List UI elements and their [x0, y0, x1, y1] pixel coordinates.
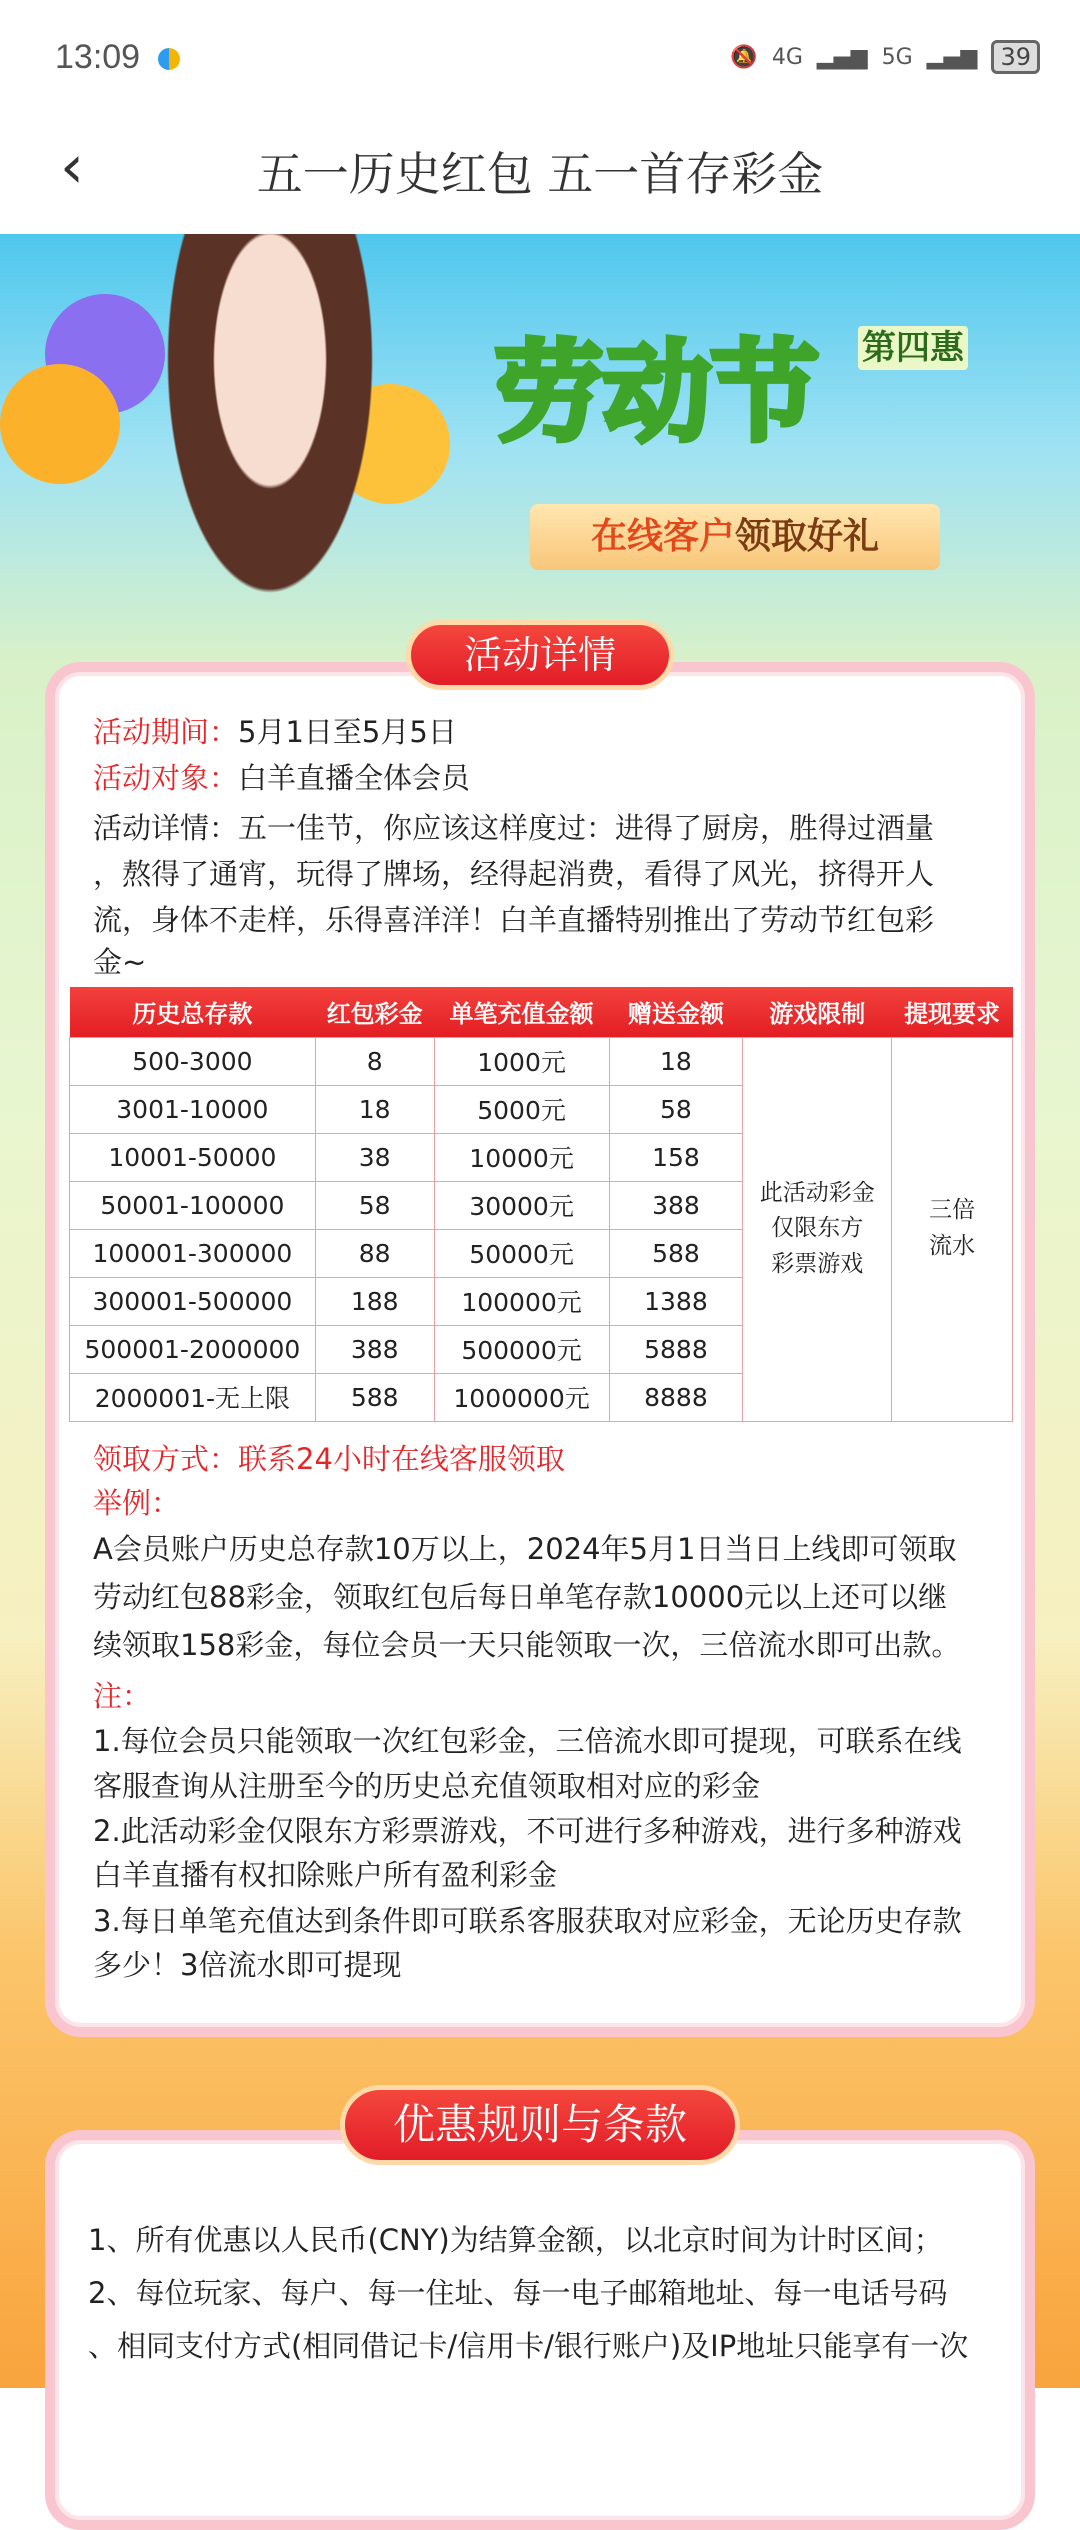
section-pill-details: 活动详情 — [406, 620, 674, 690]
banner-ribbon: 在线客户领取好礼 — [530, 504, 940, 570]
table-cell: 1000000元 — [434, 1373, 609, 1421]
col-header: 赠送金额 — [609, 987, 743, 1037]
signal-4g-icon: 4G — [771, 44, 803, 70]
cell-line: 流水 — [929, 1233, 976, 1259]
table-cell: 18 — [315, 1085, 434, 1133]
table-cell: 50001-100000 — [70, 1181, 316, 1229]
cell-line: 此活动彩金 — [759, 1179, 875, 1206]
bonus-table — [69, 987, 1013, 1422]
table-cell: 100001-300000 — [70, 1229, 316, 1277]
example-line: A会员账户历史总存款10万以上，2024年5月1日当日上线即可领取 — [93, 1532, 957, 1566]
desc-line: 活动详情：五一佳节，你应该这样度过：进得了厨房，胜得过酒量 — [93, 811, 935, 845]
example-label: 举例： — [93, 1486, 181, 1520]
table-cell: 100000元 — [434, 1277, 609, 1325]
table-cell: 30000元 — [434, 1181, 609, 1229]
col-header: 提现要求 — [892, 987, 1013, 1037]
page-title: 五一历史红包 五一首存彩金 — [256, 147, 824, 201]
note-line: 多少！3倍流水即可提现 — [93, 1948, 402, 1982]
table-cell: 2000001-无上限 — [70, 1373, 316, 1421]
table-cell: 500000元 — [434, 1325, 609, 1373]
table-cell: 50000元 — [434, 1229, 609, 1277]
status-icons — [730, 40, 1040, 74]
example-line: 劳动红包88彩金，领取红包后每日单笔存款10000元以上还可以继 — [93, 1580, 948, 1614]
table-cell: 3001-10000 — [70, 1085, 316, 1133]
back-button[interactable]: ‹ — [60, 132, 84, 202]
app-notification-icon — [158, 48, 180, 70]
table-row — [70, 1037, 1013, 1085]
note-line: 客服查询从注册至今的历史总充值领取相对应的彩金 — [93, 1769, 761, 1803]
model-photo — [140, 234, 400, 654]
table-cell: 388 — [609, 1181, 743, 1229]
desc-line: 流，身体不走样，乐得喜洋洋！白羊直播特别推出了劳动节红包彩 — [93, 903, 935, 937]
table-cell: 88 — [315, 1229, 434, 1277]
col-header: 单笔充值金额 — [434, 987, 609, 1037]
withdraw-requirement-cell — [892, 1037, 1013, 1421]
status-bar — [0, 0, 1080, 110]
game-limit-cell — [743, 1037, 892, 1421]
note-label: 注： — [93, 1679, 152, 1713]
table-cell: 8 — [315, 1037, 434, 1085]
col-header: 游戏限制 — [743, 987, 892, 1037]
balloon-image — [0, 364, 120, 484]
table-cell: 588 — [315, 1373, 434, 1421]
table-cell: 5888 — [609, 1325, 743, 1373]
note-line: 2.此活动彩金仅限东方彩票游戏，不可进行多种游戏，进行多种游戏 — [93, 1814, 962, 1848]
banner-badge: 第四惠 — [858, 326, 968, 370]
signal-bars-icon: ▂▄▆ — [816, 44, 868, 70]
cell-line: 三倍 — [929, 1197, 976, 1224]
col-header: 红包彩金 — [315, 987, 434, 1037]
table-cell: 38 — [315, 1133, 434, 1181]
table-cell: 58 — [609, 1085, 743, 1133]
target-row: 活动对象：白羊直播全体会员 — [93, 761, 471, 795]
table-cell: 188 — [315, 1277, 434, 1325]
table-cell: 500-3000 — [70, 1037, 316, 1085]
bell-muted-icon: 🔕 — [730, 44, 758, 70]
table-cell: 588 — [609, 1229, 743, 1277]
rule-line: 1、所有优惠以人民币(CNY)为结算金额，以北京时间为计时区间； — [88, 2223, 943, 2257]
signal-bars-icon: ▂▄▆ — [926, 44, 978, 70]
note-line: 白羊直播有权扣除账户所有盈利彩金 — [93, 1858, 558, 1892]
desc-line: ，熬得了通宵，玩得了牌场，经得起消费，看得了风光，挤得开人 — [93, 857, 935, 891]
table-body — [70, 1037, 1013, 1421]
table-cell: 500001-2000000 — [70, 1325, 316, 1373]
table-cell: 8888 — [609, 1373, 743, 1421]
table-cell: 5000元 — [434, 1085, 609, 1133]
table-cell: 300001-500000 — [70, 1277, 316, 1325]
battery-icon: 39 — [991, 40, 1040, 74]
banner-title: 劳动节 — [495, 331, 820, 456]
desc-line: 金~ — [93, 945, 147, 979]
table-cell: 18 — [609, 1037, 743, 1085]
section-pill-rules: 优惠规则与条款 — [340, 2085, 740, 2165]
table-cell: 1388 — [609, 1277, 743, 1325]
claim-method: 领取方式：联系24小时在线客服领取 — [93, 1442, 565, 1476]
rule-line: 、相同支付方式(相同借记卡/信用卡/银行账户)及IP地址只能享有一次 — [88, 2329, 969, 2363]
table-cell: 158 — [609, 1133, 743, 1181]
table-cell: 10000元 — [434, 1133, 609, 1181]
table-cell: 58 — [315, 1181, 434, 1229]
note-line: 3.每日单笔充值达到条件即可联系客服获取对应彩金，无论历史存款 — [93, 1904, 962, 1938]
period-row: 活动期间：5月1日至5月5日 — [93, 715, 457, 749]
nav-header — [0, 110, 1080, 234]
table-header-row — [70, 987, 1013, 1037]
clock: 13:09 — [55, 38, 141, 76]
note-line: 1.每位会员只能领取一次红包彩金，三倍流水即可提现，可联系在线 — [93, 1724, 962, 1758]
table-cell: 10001-50000 — [70, 1133, 316, 1181]
table-cell: 1000元 — [434, 1037, 609, 1085]
cell-line: 仅限东方 — [771, 1215, 864, 1242]
example-line: 续领取158彩金，每位会员一天只能领取一次，三倍流水即可出款。 — [93, 1628, 961, 1662]
table-cell: 388 — [315, 1325, 434, 1373]
signal-5g-icon: 5G — [881, 44, 913, 70]
rule-line: 2、每位玩家、每户、每一住址、每一电子邮箱地址、每一电话号码 — [88, 2276, 948, 2310]
col-header: 历史总存款 — [70, 987, 316, 1037]
cell-line: 彩票游戏 — [771, 1250, 864, 1277]
